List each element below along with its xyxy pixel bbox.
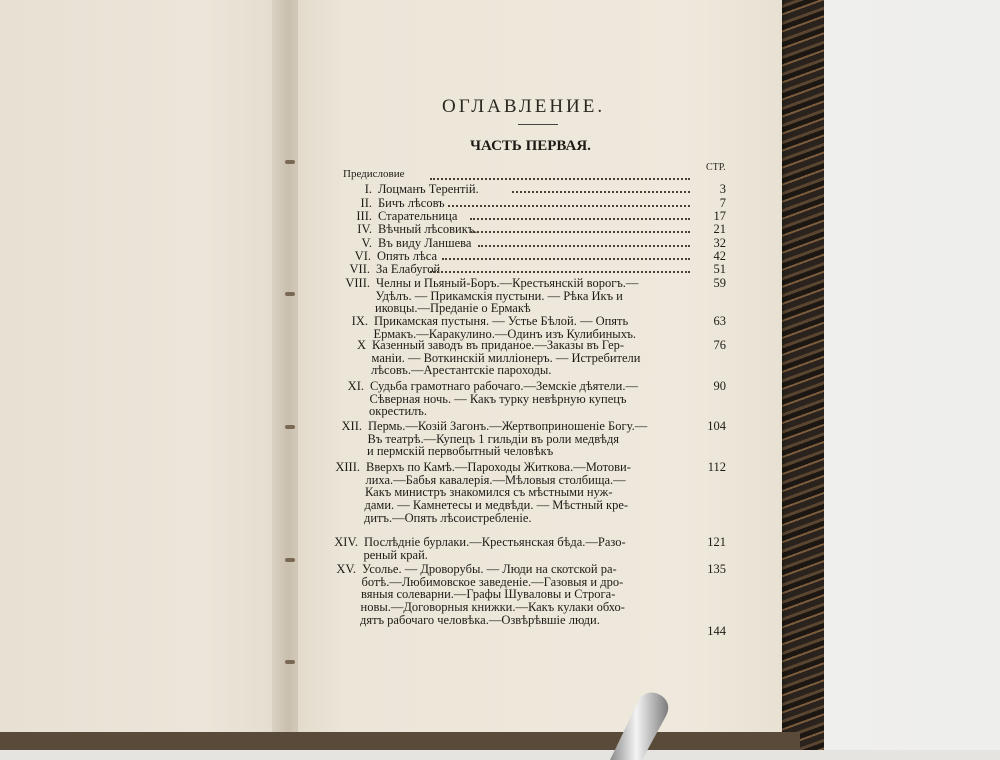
toc-entry-number: VII. (349, 262, 370, 276)
toc-entry-line: Казенный заводъ въ приданое.—Заказы въ Гер- (372, 338, 625, 352)
toc-entry-line: Какъ министръ знакомился съ мѣстными нуж- (365, 485, 613, 500)
dotted-leader (512, 191, 690, 193)
toc-entry-number: IX. (351, 314, 368, 328)
toc-entry-line: новы.—Договорныя книжки.—Какъ кулаки обхо- (360, 600, 625, 615)
dotted-leader (478, 245, 690, 247)
dotted-leader (430, 271, 690, 273)
toc-entry-page: 135 (707, 562, 726, 576)
dotted-leader (442, 258, 690, 260)
toc-entry-number: III. (356, 209, 372, 223)
toc-entry-line: Опять лѣса (377, 249, 438, 263)
toc-entry-page: 42 (713, 249, 726, 263)
toc-entry-page: 121 (707, 535, 726, 549)
toc-entry-number: V. (361, 236, 372, 250)
dotted-leader (448, 205, 690, 207)
toc-entry-number: XIII. (335, 460, 360, 474)
dotted-leader (430, 178, 690, 180)
toc-entry-number: I. (364, 182, 372, 196)
toc-entry-title: Предисловие (343, 168, 405, 180)
dotted-leader (470, 231, 690, 233)
toc-entry-line: Бичъ лѣсовъ (378, 196, 445, 210)
toc-entry-page: 104 (707, 419, 726, 433)
toc-entry-page: 32 (713, 236, 726, 250)
toc-entry-line: Лоцманъ Терентій. (378, 182, 479, 196)
toc-entry-page: 17 (713, 209, 726, 223)
part-title: ЧАСТЬ ПЕРВАЯ. (470, 138, 591, 154)
toc-entry-page: 51 (713, 262, 726, 276)
toc-entry-line: Пермь.—Козій Загонъ.—Жертвоприношеніе Богу.— (368, 419, 648, 433)
page-column-header: СТР. (706, 162, 726, 173)
toc-entry-page: 144 (707, 624, 726, 638)
toc-entry-page: 90 (713, 379, 726, 393)
binding-stitch (285, 425, 295, 429)
toc-entry-page: 76 (713, 338, 726, 352)
toc-entry-line: реный край. (363, 547, 428, 562)
toc-entry-page: 21 (713, 222, 726, 236)
toc-entry-page: 7 (719, 196, 726, 210)
toc-entry-line: Прикамская пустыня. — Устье Бѣлой. — Опять (374, 314, 629, 328)
binding-stitch (285, 558, 295, 562)
toc-entry-line: Послѣдніе бурлаки.—Крестьянская бѣда.—Разо- (364, 535, 626, 549)
page-bottom-edge (0, 732, 800, 750)
toc-entry-line: Удѣлъ. — Прикамскія пустыни. — Рѣка Икъ и (375, 288, 623, 303)
toc-entry-number: II. (360, 196, 372, 210)
toc-entry-line: окрестилъ. (369, 404, 427, 419)
binding-stitch (285, 160, 295, 164)
toc-entry-number: XI. (347, 379, 364, 393)
toc-entry-line: Судьба грамотнаго рабочаго.—Земскіе дѣятели.— (370, 379, 638, 393)
toc-entry-number: VIII. (345, 276, 370, 290)
toc-entry-line: Старательница (378, 209, 458, 223)
toc-entry-line: ботѣ.—Любимовское заведеніе.—Газовыя и дро- (361, 574, 624, 589)
left-page (0, 0, 292, 735)
toc-entry-page: 112 (707, 460, 726, 474)
toc-entry-line: Въ театрѣ.—Купецъ 1 гильдіи въ роли медвѣдя (367, 431, 620, 446)
toc-entry-line: Вѣчный лѣсовикъ. (378, 222, 478, 236)
toc-entry-number: XIV. (334, 535, 358, 549)
toc-entry-line: Въ виду Ланшева (378, 236, 472, 250)
toc-entry-number: VI. (354, 249, 371, 263)
toc-entry-line: иковцы.—Преданіе о Ермакѣ (375, 301, 531, 316)
toc-entry-line: и пермскій первобытный человѣкъ (367, 444, 554, 459)
toc-entry-line: дитъ.—Опять лѣсоистребленіе. (364, 510, 532, 525)
toc-entry-line: Вверхъ по Камѣ.—Пароходы Житкова.—Мотови- (366, 460, 631, 474)
toc-entry-line: Челны и Пьяный-Боръ.—Крестьянскій ворогъ.— (376, 276, 639, 290)
toc-entry-line: Ермакъ.—Каракулино.—Одинъ изъ Кулибиныхъ. (373, 326, 637, 341)
book-cover-edge (776, 0, 824, 750)
toc-entry-line: За Елабугой (376, 262, 441, 276)
toc-entry-number: X (356, 338, 366, 352)
binding-stitch (285, 660, 295, 664)
page-title: ОГЛАВЛЕНИЕ. (442, 96, 606, 117)
toc-entry-line: лиха.—Бабья кавалерія.—Мѣловыя столбища.— (365, 472, 626, 487)
binding-stitch (285, 292, 295, 296)
toc-entry-line: маніи. — Воткинскій милліонеръ. — Истребители (371, 350, 641, 365)
toc-entry-number: IV. (357, 222, 372, 236)
toc-entry-line: дами. — Камнетесы и медвѣди. — Мѣстный кре- (364, 498, 629, 513)
toc-entry-line: дятъ рабочаго человѣка.—Озвѣрѣвшіе люди. (360, 612, 600, 627)
toc-entry-page: 59 (713, 276, 726, 290)
toc-entry-number: XII. (341, 419, 362, 433)
toc-entry-line: Сѣверная ночь. — Какъ турку невѣрную купецъ (369, 391, 627, 406)
dotted-leader (470, 218, 690, 220)
toc-entry-page: 3 (719, 182, 726, 196)
toc-entry-line: лѣсовъ.—Арестантскіе пароходы. (371, 363, 552, 378)
toc-entry-line: Усолье. — Дроворубы. — Люди на скотской ра- (362, 562, 617, 576)
title-rule (518, 124, 558, 125)
toc-entry-line: вяныя солеварни.—Графы Шуваловы и Строга- (361, 587, 616, 602)
toc-entry-page: 63 (713, 314, 726, 328)
toc-entry-number: XV. (336, 562, 356, 576)
